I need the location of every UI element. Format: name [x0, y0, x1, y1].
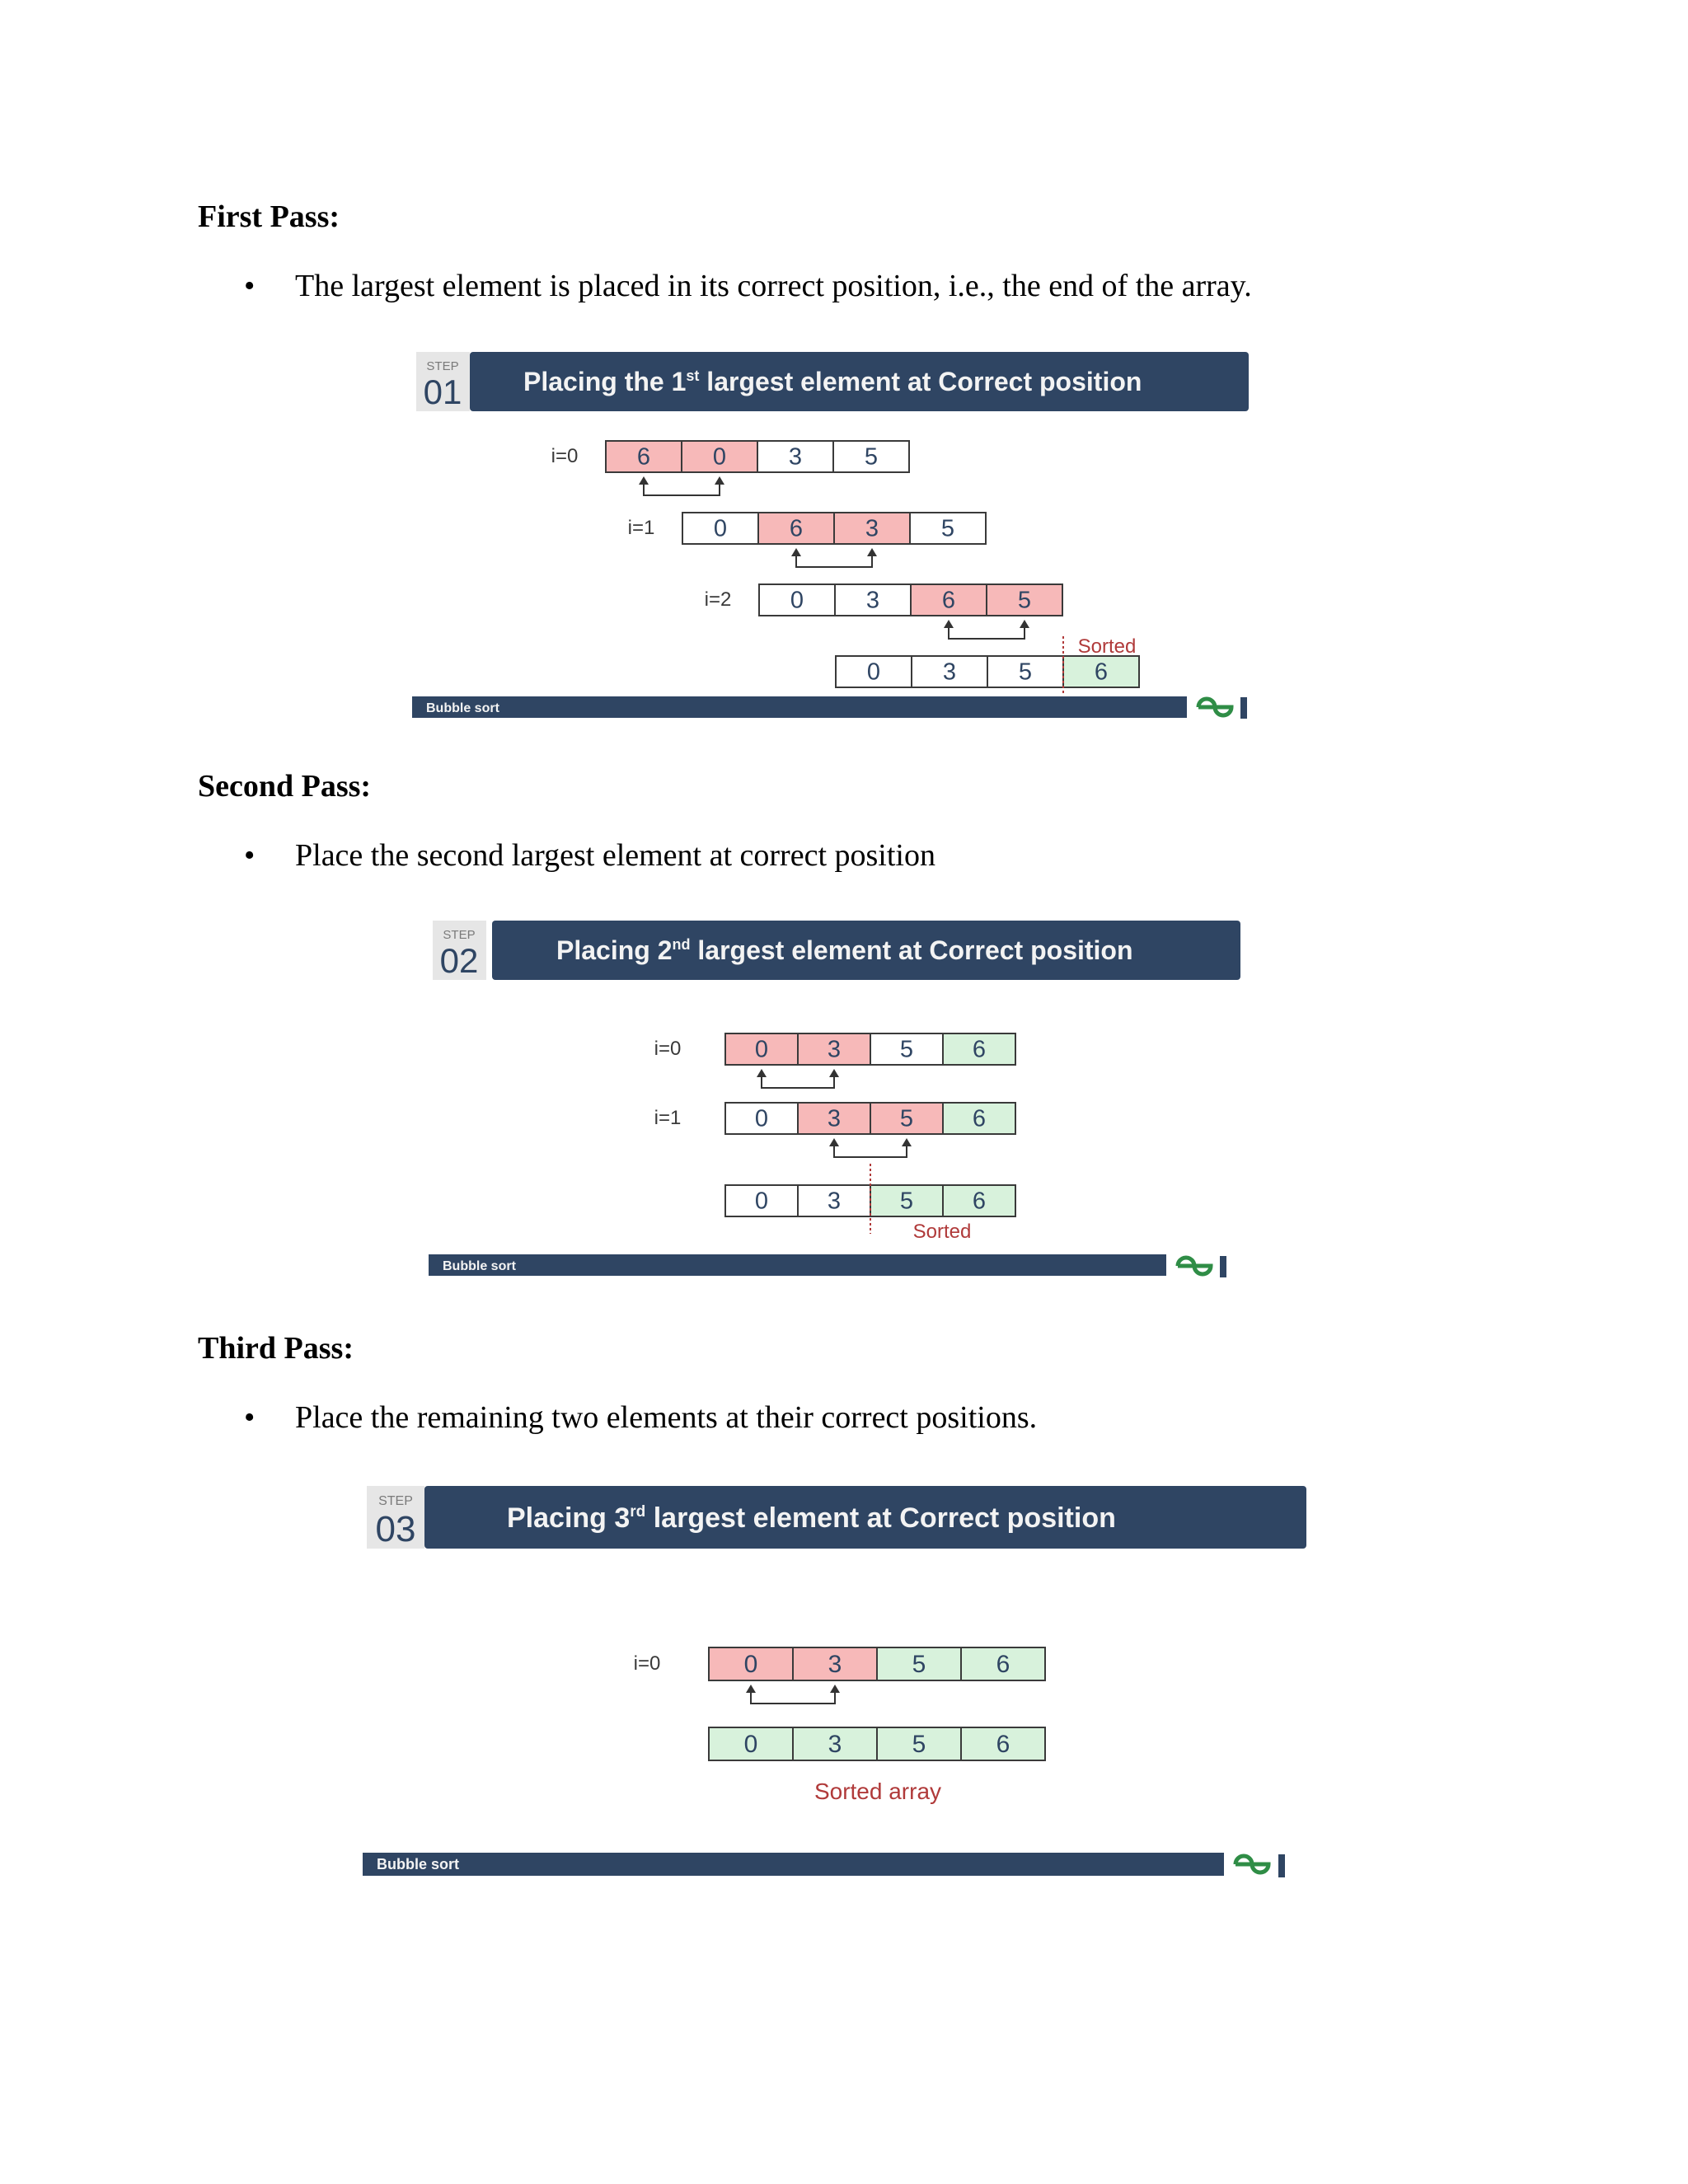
bullet-dot-icon: •: [244, 838, 256, 873]
array-cell-value: 3: [827, 1036, 842, 1063]
footer-label: Bubble sort: [377, 1856, 460, 1872]
swap-arrow-icon: [751, 1691, 835, 1704]
footer-bar: [412, 696, 1187, 718]
second-pass-bullet-text: Place the second largest element at correct position: [295, 838, 935, 873]
array-cell-value: 6: [941, 587, 956, 614]
arrow-head-icon: [902, 1138, 912, 1146]
array-cell-value: 5: [899, 1036, 914, 1063]
footer-bar: [429, 1254, 1166, 1276]
array-cell-value: 0: [866, 658, 881, 686]
array-cell-value: 5: [1018, 658, 1033, 686]
array-cell-value: 0: [713, 515, 728, 542]
step-label: STEP: [443, 928, 476, 942]
swap-arrow-icon: [644, 483, 720, 495]
sorted-label: Sorted: [1077, 635, 1137, 658]
array-cell-value: 5: [912, 1651, 926, 1678]
array-cell-value: 6: [1094, 658, 1109, 686]
second-pass-heading: Second Pass:: [198, 769, 372, 804]
array-cell-value: 5: [899, 1188, 914, 1215]
row-label: i=1: [654, 1106, 682, 1129]
arrow-head-icon: [829, 1069, 839, 1077]
array-rows: [551, 441, 1139, 687]
step-03-figure: [359, 1482, 1315, 1877]
bullet-dot-icon: •: [244, 1400, 256, 1435]
array-cell-value: 3: [942, 658, 957, 686]
array-cell-value: 6: [996, 1651, 1010, 1678]
swap-arrow-icon: [796, 555, 872, 567]
footer-label: Bubble sort: [443, 1259, 516, 1273]
array-cell-value: 5: [940, 515, 955, 542]
arrow-head-icon: [944, 620, 954, 628]
arrow-head-icon: [715, 476, 724, 485]
row-label: i=0: [551, 444, 579, 467]
gfg-logo-icon: [1178, 1256, 1226, 1277]
step-number: 02: [439, 941, 479, 980]
array-cell-value: 6: [972, 1188, 987, 1215]
row-label: i=1: [627, 516, 655, 539]
array-cell-value: 3: [827, 1188, 842, 1215]
arrow-head-icon: [639, 476, 649, 485]
gfg-logo-icon: [1198, 697, 1247, 719]
first-pass-heading: First Pass:: [198, 199, 340, 234]
array-cell-value: 3: [788, 443, 803, 471]
swap-arrow-icon: [834, 1145, 907, 1157]
arrow-head-icon: [791, 548, 801, 556]
array-cell-value: 3: [865, 515, 879, 542]
array-cell-value: 6: [636, 443, 651, 471]
array-cell-value: 5: [912, 1731, 926, 1758]
array-cell-value: 3: [827, 1105, 842, 1132]
step-label: STEP: [378, 1494, 413, 1508]
array-cell-value: 5: [1017, 587, 1032, 614]
figure-title: Placing the 1st largest element at Correct position: [523, 367, 1142, 396]
array-cell-value: 0: [743, 1651, 758, 1678]
footer-label: Bubble sort: [426, 701, 499, 715]
third-pass-bullet-text: Place the remaining two elements at their correct positions.: [295, 1400, 1038, 1435]
gfg-logo-icon: [1236, 1854, 1285, 1877]
arrow-head-icon: [1020, 620, 1029, 628]
array-rows: [654, 1033, 1015, 1216]
arrow-head-icon: [829, 1138, 839, 1146]
array-cell-value: 0: [712, 443, 727, 471]
array-cell-value: 6: [972, 1036, 987, 1063]
array-cell-value: 6: [972, 1105, 987, 1132]
array-cell-value: 3: [828, 1731, 842, 1758]
array-cell-value: 0: [754, 1188, 769, 1215]
arrow-head-icon: [746, 1685, 756, 1693]
row-label: i=0: [654, 1037, 682, 1060]
first-pass-bullet: [244, 270, 1252, 302]
array-cell-value: 0: [754, 1105, 769, 1132]
step-01-figure: [408, 348, 1257, 723]
step-number: 03: [375, 1509, 416, 1549]
figure-title: Placing 2nd largest element at Correct position: [556, 935, 1133, 965]
arrow-head-icon: [757, 1069, 767, 1077]
arrow-head-icon: [830, 1685, 840, 1693]
array-cell-value: 0: [790, 587, 804, 614]
figure-title: Placing 3rd largest element at Correct position: [507, 1502, 1116, 1534]
bullet-dot-icon: •: [244, 269, 256, 303]
swap-arrow-icon: [949, 626, 1025, 639]
step-number: 01: [423, 373, 462, 411]
array-cell-value: 5: [864, 443, 879, 471]
array-cell-value: 0: [743, 1731, 758, 1758]
array-cell-value: 6: [789, 515, 804, 542]
second-pass-bullet: [244, 840, 935, 871]
step-label: STEP: [426, 359, 459, 373]
array-rows: [634, 1647, 1045, 1760]
sorted-label: Sorted: [912, 1221, 972, 1243]
first-pass-bullet-text: The largest element is placed in its correct position, i.e., the end of the array.: [295, 269, 1252, 303]
arrow-head-icon: [867, 548, 877, 556]
array-cell-value: 3: [865, 587, 880, 614]
array-cell-value: 6: [996, 1731, 1010, 1758]
third-pass-bullet: [244, 1402, 1037, 1433]
array-cell-value: 0: [754, 1036, 769, 1063]
array-cell-value: 5: [899, 1105, 914, 1132]
third-pass-heading: Third Pass:: [198, 1331, 354, 1366]
row-label: i=2: [704, 588, 732, 611]
array-cell-value: 3: [828, 1651, 842, 1678]
row-label: i=0: [633, 1652, 661, 1675]
footer-bar: [363, 1853, 1224, 1876]
swap-arrow-icon: [762, 1076, 834, 1088]
sorted-label: Sorted array: [814, 1779, 942, 1804]
step-02-figure: [424, 916, 1249, 1291]
